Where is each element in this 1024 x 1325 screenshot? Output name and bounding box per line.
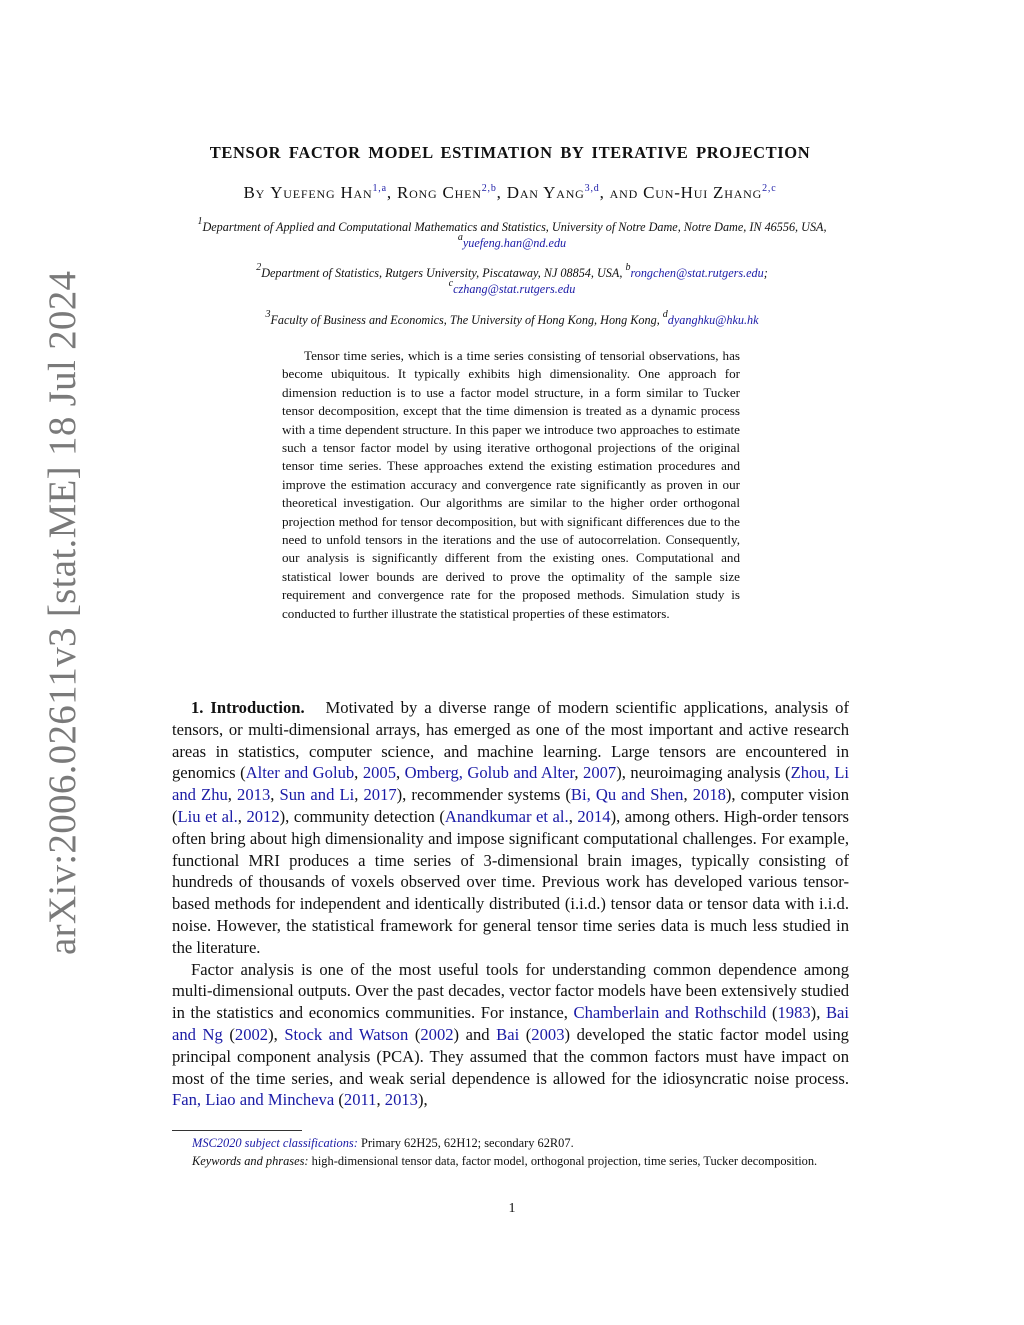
text: ( bbox=[519, 1024, 532, 1044]
citation-year-link[interactable]: 2002 bbox=[234, 1024, 269, 1044]
abstract-text: Tensor time series, which is a time series consisting of tensorial observations, has become ubiquitous. It typically exhibits high dimensionality. One approach for dimension reduction is to use a factor model structure, in a form similar to Tucker tensor decomposition, except that the time dimension is treated as a dynamic process with a time dependent structure. In this paper we introduce two approaches to estimate such a tensor factor model by using iterative orthogonal projections of the original tensor time series. These approaches extend the existing estimation procedures and improve the estimation accuracy and convergence rate significantly as proven in our theoretical investigation. Our algorithms are similar to the higher order orthogonal projection method for tensor decomposition, but with significant differences due to the need to unfold tensors in the iterations and the use of autocorrelation. Consequently, our analysis is significantly different from the existing ones. Computational and statistical lower bounds are derived to prove the optimality of the sample size requirement and convergence rate for the proposed methods. Simulation study is conducted to further illustrate the statistical properties of these estimators. bbox=[282, 348, 740, 621]
introduction-section bbox=[172, 697, 849, 1111]
citation-link[interactable]: Liu et al. bbox=[177, 806, 238, 826]
author-1-marker[interactable]: 1,a bbox=[372, 183, 387, 194]
text: , bbox=[227, 785, 238, 805]
citation-year-link[interactable]: 2013 bbox=[384, 1090, 418, 1110]
text: ) and bbox=[453, 1024, 497, 1044]
section-heading: 1. Introduction. bbox=[191, 698, 305, 717]
intro-paragraph-1 bbox=[172, 697, 849, 959]
citation-link[interactable]: Sun and Li bbox=[279, 785, 355, 805]
citation-year-link[interactable]: 2014 bbox=[577, 806, 611, 826]
text: ), among others. High-order tensors often bring about high dimensionality and impose significant computational challenges. For example, functional MRI produces a time series of 3-dimensional brain images, typically consisting of hundreds of thousands of voxels observed over time. Previous work has developed various tensor-based methods for independent and identically distributed (i.i.d.) tensor data or tensor data with i.i.d. noise. However, the statistical framework for general tensor time series data is much less studied in the literature. bbox=[172, 806, 849, 957]
by-word: By bbox=[243, 183, 266, 202]
footnotes bbox=[172, 1135, 849, 1170]
text: , bbox=[270, 785, 280, 805]
citation-link[interactable]: Alter and Golub bbox=[245, 763, 355, 783]
text: , bbox=[568, 806, 578, 826]
text: Motivated by a diverse range of modern scientific applications, analysis of tensors, or multi-dimensional arrays, has emerged as one of the most important and active research areas in statistics, computer science, and machine learning. Large tensors are encountered in genomics ( bbox=[172, 698, 849, 783]
email-link-han[interactable]: yuefeng.han@nd.edu bbox=[462, 236, 567, 250]
citation-year-link[interactable]: 2007 bbox=[583, 763, 617, 783]
citation-year-link[interactable]: 2012 bbox=[246, 806, 280, 826]
affiliation-1-text: Department of Applied and Computational Mathematics and Statistics, University of Notre Dame, Notre Dame, IN 46556, USA, bbox=[202, 220, 827, 234]
affiliation-1 bbox=[172, 216, 852, 251]
affiliation-3-number: 3 bbox=[265, 309, 271, 320]
text: ), recommender systems ( bbox=[396, 785, 571, 805]
msc-link[interactable]: MSC2020 subject classifications: bbox=[192, 1136, 358, 1150]
citation-link[interactable]: Bai and Ng bbox=[172, 1003, 849, 1044]
keywords-footnote bbox=[172, 1153, 849, 1171]
affiliation-3 bbox=[172, 309, 852, 328]
msc-codes: Primary 62H25, 62H12; secondary 62R07. bbox=[357, 1136, 574, 1150]
citation-year-link[interactable]: 2005 bbox=[362, 763, 397, 783]
text: ), bbox=[268, 1024, 285, 1044]
affiliation-2-email-c-marker: c bbox=[448, 278, 454, 289]
email-link-yang[interactable]: dyanghku@hku.hk bbox=[667, 313, 759, 327]
citation-year-link[interactable]: 2003 bbox=[531, 1024, 565, 1044]
email-link-zhang[interactable]: czhang@stat.rutgers.edu bbox=[453, 282, 576, 296]
email-link-chen[interactable]: rongchen@stat.rutgers.edu bbox=[630, 266, 764, 280]
text: , bbox=[574, 763, 584, 783]
and-word: and bbox=[609, 183, 639, 202]
citation-year-link[interactable]: 2002 bbox=[420, 1024, 454, 1044]
citation-year-link[interactable]: 2018 bbox=[692, 785, 726, 805]
abstract bbox=[282, 347, 740, 623]
affiliation-2-separator: ; bbox=[763, 266, 768, 280]
text: , bbox=[376, 1090, 385, 1110]
affiliation-3-email-marker: d bbox=[662, 309, 668, 320]
citation-link[interactable]: Bai bbox=[496, 1024, 520, 1044]
citation-link[interactable]: Fan, Liao and Mincheva bbox=[172, 1090, 335, 1110]
author-3: Dan Yang bbox=[506, 183, 585, 202]
citation-link[interactable]: Stock and Watson bbox=[284, 1024, 409, 1044]
author-3-marker[interactable]: 3,d bbox=[584, 183, 600, 194]
citation-link[interactable]: Omberg, Golub and Alter bbox=[404, 763, 575, 783]
citation-year-link[interactable]: 2011 bbox=[343, 1090, 377, 1110]
affiliation-1-email-marker: a bbox=[457, 232, 463, 243]
footnote-divider bbox=[172, 1130, 302, 1131]
author-4: Cun-Hui Zhang bbox=[643, 183, 763, 202]
text: ( bbox=[222, 1024, 235, 1044]
paper-title: TENSOR FACTOR MODEL ESTIMATION BY ITERATIVE PROJECTION bbox=[209, 143, 811, 162]
text: , bbox=[237, 806, 247, 826]
text: ( bbox=[408, 1024, 421, 1044]
msc-footnote bbox=[172, 1135, 849, 1153]
citation-year-link[interactable]: 2017 bbox=[363, 785, 397, 805]
text: , bbox=[354, 785, 364, 805]
text: ( bbox=[334, 1090, 344, 1110]
author-line: By Yuefeng Han$^{1,a}$, Rong Chen$^{2,b}$, Dan Yang$^{3,d}$, and Cun-Hui Zhang$^{2,c}$ bbox=[243, 183, 777, 202]
citation-link[interactable]: Bi, Qu and Shen bbox=[570, 785, 684, 805]
text: ), bbox=[417, 1090, 428, 1110]
author-2-marker[interactable]: 2,b bbox=[481, 183, 497, 194]
intro-paragraph-2 bbox=[172, 959, 849, 1112]
text: , bbox=[354, 763, 363, 783]
affiliation-2-number: 2 bbox=[256, 262, 262, 273]
page-number: 1 bbox=[508, 1201, 516, 1216]
citation-link[interactable]: Zhou, Li and Zhu bbox=[172, 763, 849, 805]
citation-link[interactable]: Chamberlain and Rothschild bbox=[573, 1003, 767, 1023]
citation-year-link[interactable]: 2013 bbox=[237, 785, 271, 805]
affiliation-3-text: Faculty of Business and Economics, The University of Hong Kong, Hong Kong, bbox=[270, 313, 660, 327]
author-1: Yuefeng Han bbox=[270, 183, 373, 202]
affiliation-2 bbox=[172, 262, 852, 297]
text: ), computer vision ( bbox=[172, 785, 850, 826]
author-2: Rong Chen bbox=[396, 183, 482, 202]
citation-year-link[interactable]: 1983 bbox=[777, 1003, 811, 1023]
text: ) developed the static factor model using principal component analysis (PCA). They assumed that the common factors must have impact on most of the time series, and weak serial dependence is allowed for the idiosyncratic noise process. bbox=[172, 1024, 849, 1088]
text: ), neuroimaging analysis ( bbox=[616, 763, 791, 783]
keywords-text: high-dimensional tensor data, factor model, orthogonal projection, time series, Tucker decomposition. bbox=[308, 1153, 818, 1168]
keywords-label: Keywords and phrases: bbox=[192, 1153, 309, 1168]
affiliation-2-text: Department of Statistics, Rutgers University, Piscataway, NJ 08854, USA, bbox=[261, 266, 623, 280]
text: , bbox=[396, 763, 405, 783]
citation-link[interactable]: Anandkumar et al. bbox=[444, 806, 569, 826]
author-4-marker[interactable]: 2,c bbox=[762, 183, 777, 194]
affiliation-2-email-b-marker: b bbox=[625, 262, 631, 273]
text: ), community detection ( bbox=[279, 806, 445, 826]
text: , bbox=[683, 785, 693, 805]
text: ( bbox=[766, 1003, 778, 1023]
affiliation-1-number: 1 bbox=[197, 216, 203, 227]
text: ), bbox=[810, 1003, 826, 1023]
arxiv-identifier-stamp: arXiv:2006.02611v3 [stat.ME] 18 Jul 2024 bbox=[41, 270, 84, 955]
text: Factor analysis is one of the most useful tools for understanding common dependence among multi-dimensional outputs. Over the past decades, vector factor models have been extensively studied in the statistics and economics communities. For instance, bbox=[172, 959, 849, 1023]
